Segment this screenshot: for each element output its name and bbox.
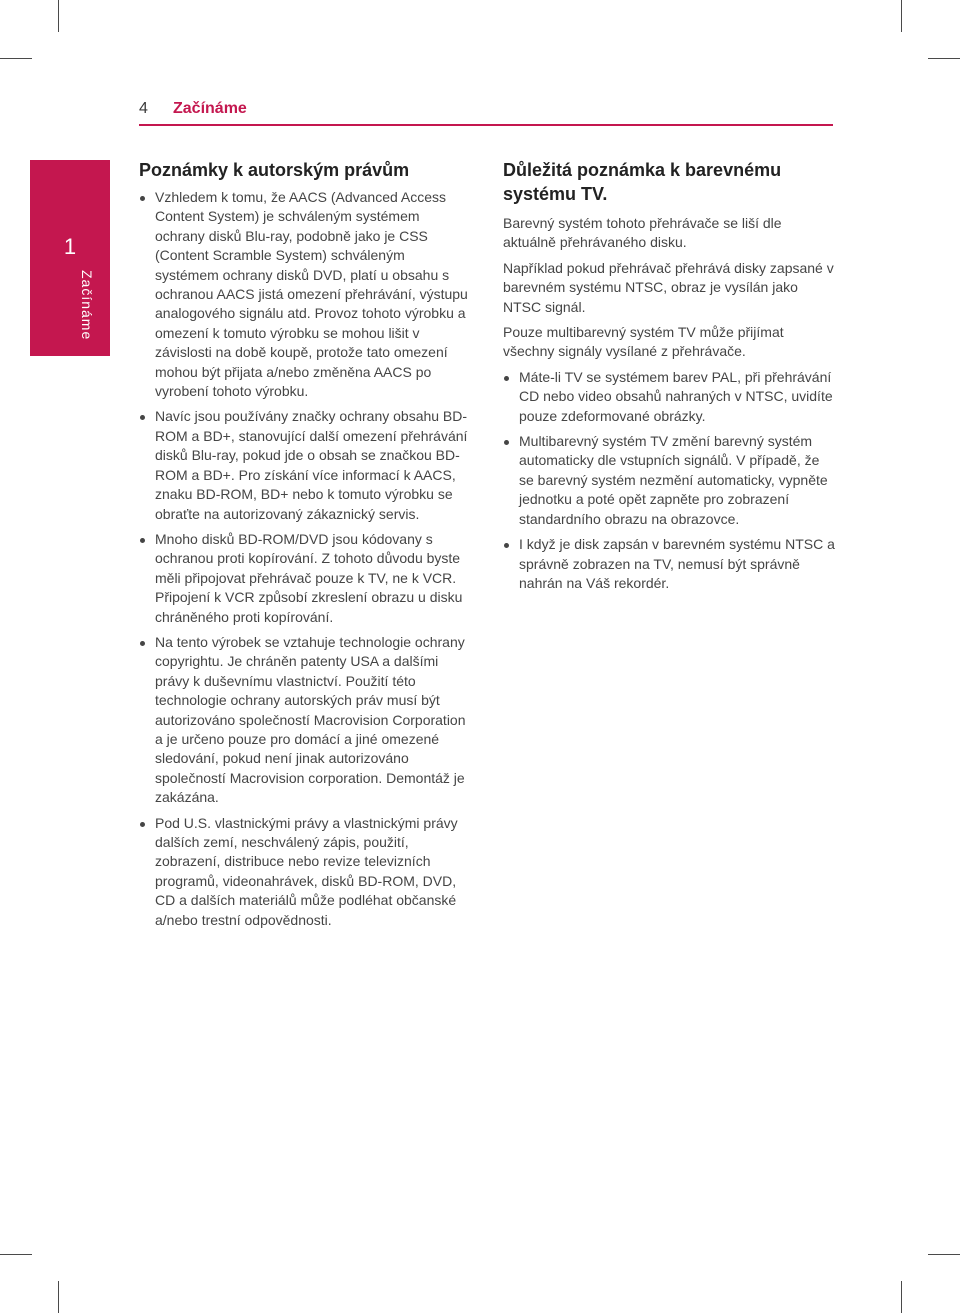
list-item-text: Máte-li TV se systémem barev PAL, při přehrávání CD nebo video obsahů nahraných v NTSC, uvidíte pouze zdeformované obrázky. (519, 368, 833, 424)
bullet-icon (504, 440, 509, 445)
bullet-icon (140, 641, 145, 646)
bullet-icon (140, 822, 145, 827)
color-system-list (503, 368, 838, 593)
bullet-icon (504, 376, 509, 381)
section-title: Začínáme (173, 100, 247, 117)
list-item-text: Na tento výrobek se vztahuje technologie ochrany copyrightu. Je chráněn patenty USA a dalšími právy k duševnímu vlastnictví. Použití této technologie ochrany autorských práv musí být autorizováno společností Macrovision Corporation a je určeno pouze pro domácí a jiné omezené sledování, pokud není jinak autorizováno společností Macrovision corporation. Demontáž je zakázána. (155, 633, 466, 806)
list-item (139, 407, 469, 523)
crop-mark (0, 58, 32, 59)
copyright-list (139, 188, 469, 930)
crop-mark (901, 1281, 902, 1313)
page-number: 4 (139, 100, 148, 117)
list-item-text: Multibarevný systém TV změní barevný systém automaticky dle vstupních signálů. V případě, že se barevný systém nezmění automaticky, vypněte jednotku a poté opět zapněte pro zobrazení standardního obrazu na obrazovce. (519, 433, 828, 527)
crop-mark (928, 58, 960, 59)
list-item-text: Navíc jsou používány značky ochrany obsahu BD-ROM a BD+, stanovující další omezení přehrávání disků Blu-ray, pokud jde o obsah se značkou BD-ROM a BD+. Pro získání více informací k AACS, znaku BD-ROM, BD+ nebo k tomuto výrobku se obraťte na autorizovaný zákaznický servis. (155, 408, 468, 522)
list-item-text: Pod U.S. vlastnickými právy a vlastnickými právy dalších zemí, neschválený zápis, použití, zobrazení, distribuce nebo revize televizních programů, videonahrávek, disků BD-ROM, DVD, CD a dalších materiálů může podléhat občanské a/nebo trestní odpovědnosti. (155, 814, 458, 928)
list-item-text: Vzhledem k tomu, že AACS (Advanced Access Content System) je schváleným systémem ochrany disků Blu-ray, podobně jako je CSS (Content Scramble System) schváleným systémem ochrany disků DVD, platí u obsahu s ochranou AACS jistá omezení přehrávání, výstupu analogového signálu atd. Provoz tohoto výrobku a omezení k tomuto výrobku se mohou lišit v závislosti na době koupě, protože tato omezení mohou být přijata a/nebo změněna AACS po vyrobení tohoto výrobku. (155, 189, 468, 400)
chapter-label: Začínáme (79, 270, 95, 341)
left-column (139, 158, 469, 936)
copyright-heading: Poznámky k autorským právům (139, 160, 410, 180)
chapter-tab (30, 160, 110, 356)
page-header (139, 98, 833, 126)
bullet-icon (140, 196, 145, 201)
bullet-icon (140, 415, 145, 420)
color-system-heading: Důležitá poznámka k barevnému systému TV. (503, 160, 782, 204)
crop-mark (58, 0, 59, 32)
crop-mark (901, 0, 902, 32)
list-item-text: I když je disk zapsán v barevném systému NTSC a správně zobrazen na TV, nemusí být správně nahrán na Váš rekordér. (519, 536, 835, 591)
paragraph: Například pokud přehrávač přehrává disky zapsané v barevném systému NTSC, obraz je vysílán jako NTSC signál. (503, 259, 834, 315)
list-item-text: Mnoho disků BD-ROM/DVD jsou kódovany s ochranou proti kopírování. Z tohoto důvodu byste měli připojovat přehrávač pouze k TV, ne k VCR. Připojení k VCR způsobí zkreslení obrazu u disku chráněného proti kopírování. (155, 530, 463, 625)
list-item (503, 535, 838, 593)
paragraph: Barevný systém tohoto přehrávače se liší dle aktuálně přehrávaného disku. (503, 215, 782, 251)
crop-mark (928, 1254, 960, 1255)
bullet-icon (504, 543, 509, 548)
bullet-icon (140, 538, 145, 543)
chapter-number: 1 (63, 234, 77, 259)
list-item (139, 814, 469, 930)
list-item (139, 530, 469, 627)
list-item (139, 188, 469, 401)
list-item (503, 368, 838, 426)
list-item (139, 633, 469, 808)
paragraph: Pouze multibarevný systém TV může přijímat všechny signály vysílané z přehrávače. (503, 324, 784, 360)
list-item (503, 432, 838, 529)
crop-mark (0, 1254, 32, 1255)
crop-mark (58, 1281, 59, 1313)
right-column (503, 158, 838, 599)
